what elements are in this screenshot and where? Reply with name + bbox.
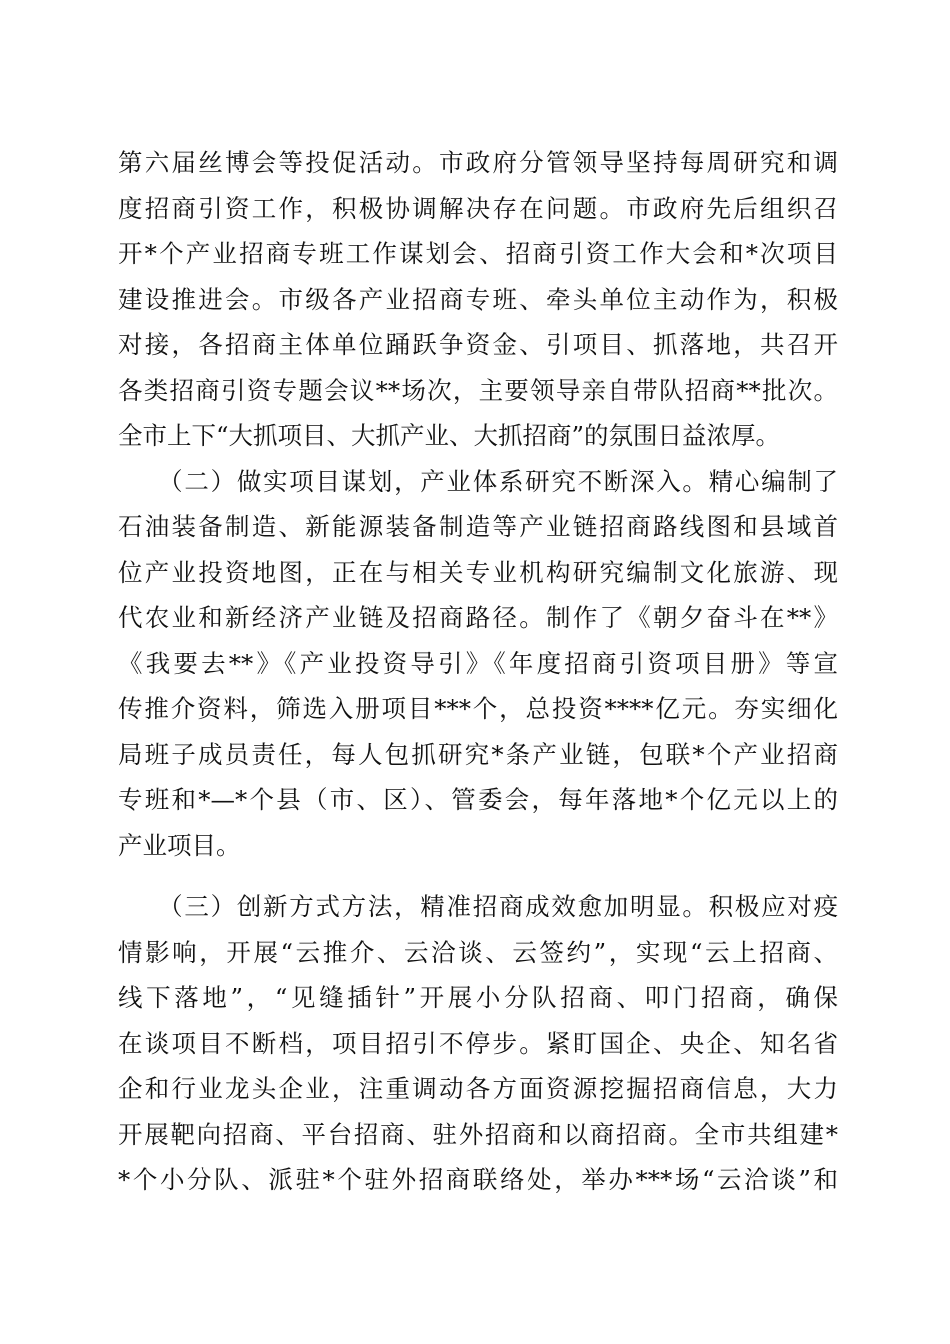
text-line: 对接，各招商主体单位踊跃争资金、引项目、抓落地，共召开: [118, 330, 838, 359]
text-line: 第六届丝博会等投促活动。市政府分管领导坚持每周研究和调: [118, 148, 838, 177]
text-line: 代农业和新经济产业链及招商路径。制作了《朝夕奋斗在**》: [118, 603, 838, 632]
text-line: 在谈项目不断档，项目招引不停步。紧盯国企、央企、知名省: [118, 1028, 838, 1058]
text-line: 建设推进会。市级各产业招商专班、牵头单位主动作为，积极: [118, 284, 838, 314]
text-line: 专班和*—*个县（市、区）、管委会，每年落地*个亿元以上的: [118, 785, 838, 814]
text-line: 情影响，开展“云推介、云洽谈、云签约”，实现“云上招商、: [118, 937, 838, 967]
text-line: 石油装备制造、新能源装备制造等产业链招商路线图和县域首: [118, 512, 838, 541]
paragraph-2: [118, 459, 838, 869]
text-line: *个小分队、派驻*个驻外招商联络处，举办***场“云洽谈”和: [118, 1165, 838, 1194]
document-body: [118, 140, 838, 1203]
text-line: 局班子成员责任，每人包抓研究*条产业链，包联*个产业招商: [118, 739, 838, 769]
text-line: 开*个产业招商专班工作谋划会、招商引资工作大会和*次项目: [118, 239, 838, 268]
text-line: 度招商引资工作，积极协调解决存在问题。市政府先后组织召: [118, 193, 838, 223]
section-heading-line: （二）做实项目谋划，产业体系研究不断深入。精心编制了: [118, 466, 838, 496]
text-line: 线下落地”，“见缝插针”开展小分队招商、叩门招商，确保: [118, 983, 838, 1012]
text-line: 传推介资料，筛选入册项目***个，总投资****亿元。夯实细化: [118, 694, 838, 723]
text-line: 企和行业龙头企业，注重调动各方面资源挖掘招商信息，大力: [118, 1074, 838, 1103]
text-line: 开展靶向招商、平台招商、驻外招商和以商招商。全市共组建*: [118, 1119, 838, 1149]
paragraph-3: [118, 884, 838, 1203]
text-line: 《我要去**》《产业投资导引》《年度招商引资项目册》等宣: [118, 648, 838, 678]
text-line: 全市上下“大抓项目、大抓产业、大抓招商”的氛围日益浓厚。: [118, 421, 781, 450]
text-line: 各类招商引资专题会议**场次，主要领导亲自带队招商**批次。: [118, 375, 838, 405]
paragraph-spacer: [118, 868, 838, 884]
paragraph-1: [118, 140, 838, 459]
text-line: 产业项目。: [118, 830, 241, 860]
text-line: 位产业投资地图，正在与相关专业机构研究编制文化旅游、现: [118, 557, 838, 587]
section-heading-line: （三）创新方式方法，精准招商成效愈加明显。积极应对疫: [118, 892, 838, 921]
